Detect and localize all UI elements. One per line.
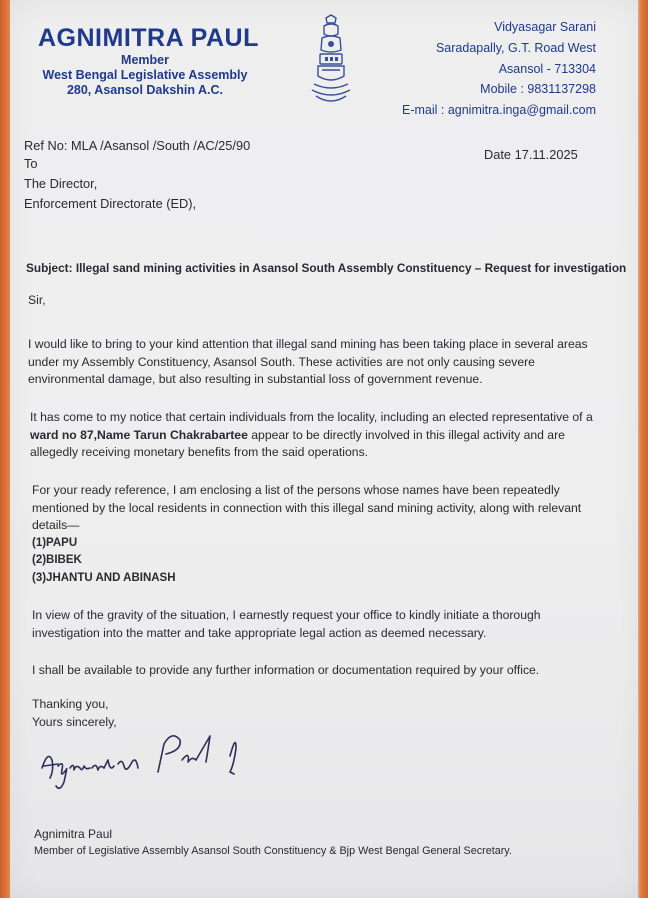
recipient-line-2: Enforcement Directorate (ED), bbox=[24, 196, 197, 211]
paragraph-2-line: It has come to my notice that certain individuals from the locality, including an elected representative of a bbox=[30, 410, 593, 424]
letterhead-name: AGNIMITRA PAUL bbox=[38, 24, 259, 52]
person-name: (1)PAPU bbox=[32, 536, 78, 549]
reference-number: Ref No: MLA /Asansol /South /AC/25/90 bbox=[24, 138, 251, 153]
handwritten-signature bbox=[40, 720, 270, 800]
paragraph-2-line: allegedly receiving monetary benefits from the said operations. bbox=[30, 445, 369, 459]
letterhead-left-block bbox=[38, 53, 252, 97]
letterhead-constituency: 280, Asansol Dakshin A.C. bbox=[66, 83, 224, 97]
signer-name: Agnimitra Paul bbox=[34, 827, 113, 841]
paragraph-2 bbox=[30, 409, 605, 462]
paragraph-1 bbox=[28, 336, 603, 389]
paragraph-5: I shall be available to provide any further information or documentation required by your office. bbox=[32, 663, 540, 677]
salutation: Sir, bbox=[28, 293, 46, 307]
state-emblem-icon bbox=[308, 14, 354, 110]
address-line-2: Saradapally, G.T. Road West bbox=[435, 41, 596, 55]
closing-thanks: Thanking you, bbox=[32, 697, 109, 711]
person-name: (2)BIBEK bbox=[32, 554, 82, 566]
paragraph-1-line: under my Assembly Constituency, Asansol South. These activities are not only causing severe bbox=[28, 354, 535, 369]
paragraph-3-line: For your ready reference, I am enclosing a list of the persons whose names have been repeatedly bbox=[32, 483, 560, 497]
email-address: E-mail : agnimitra.inga@gmail.com bbox=[401, 103, 596, 117]
address-line-3: Asansol - 713304 bbox=[498, 62, 596, 76]
to-label: To bbox=[24, 156, 38, 171]
paragraph-4-line: investigation into the matter and take appropriate legal action as deemed necessary. bbox=[32, 625, 487, 640]
letterhead-assembly: West Bengal Legislative Assembly bbox=[42, 68, 248, 82]
paragraph-4 bbox=[32, 607, 607, 642]
paragraph-1-line: I would like to bring to your kind attention that illegal sand mining has been taking place in several areas bbox=[28, 337, 588, 351]
signer-title: Member of Legislative Assembly Asansol South Constituency & Bjp West Bengal General Secretary. bbox=[34, 845, 512, 857]
paragraph-4-line: In view of the gravity of the situation, I earnestly request your office to kindly initiate a thorough bbox=[32, 608, 541, 622]
paragraph-3-line: mentioned by the local residents in connection with this illegal sand mining activity, along with relevant bbox=[32, 500, 582, 515]
paragraph-2-line-mixed bbox=[30, 427, 605, 445]
paragraph-1-line: environmental damage, but also resulting in substantial loss of government revenue. bbox=[28, 372, 483, 386]
paragraph-3-line: details— bbox=[32, 518, 80, 532]
address-line-1: Vidyasagar Sarani bbox=[494, 20, 596, 34]
letter-date: Date 17.11.2025 bbox=[484, 147, 578, 162]
closing-sincerely: Yours sincerely, bbox=[32, 715, 117, 729]
paragraph-2-rest: appear to be directly involved in this illegal activity and are bbox=[247, 427, 565, 442]
letter-subject: Subject: Illegal sand mining activities in Asansol South Assembly Constituency – Request for investigation bbox=[26, 261, 627, 275]
recipient-line-1: The Director, bbox=[24, 176, 98, 191]
ward-and-name: ward no 87,Name Tarun Chakrabartee bbox=[30, 427, 248, 442]
mobile-number: Mobile : 9831137298 bbox=[480, 82, 596, 96]
letterhead-role: Member bbox=[121, 53, 169, 67]
paragraph-3 bbox=[32, 482, 607, 587]
person-name: (3)JHANTU AND ABINASH bbox=[32, 571, 176, 584]
letter-paper bbox=[10, 0, 638, 898]
